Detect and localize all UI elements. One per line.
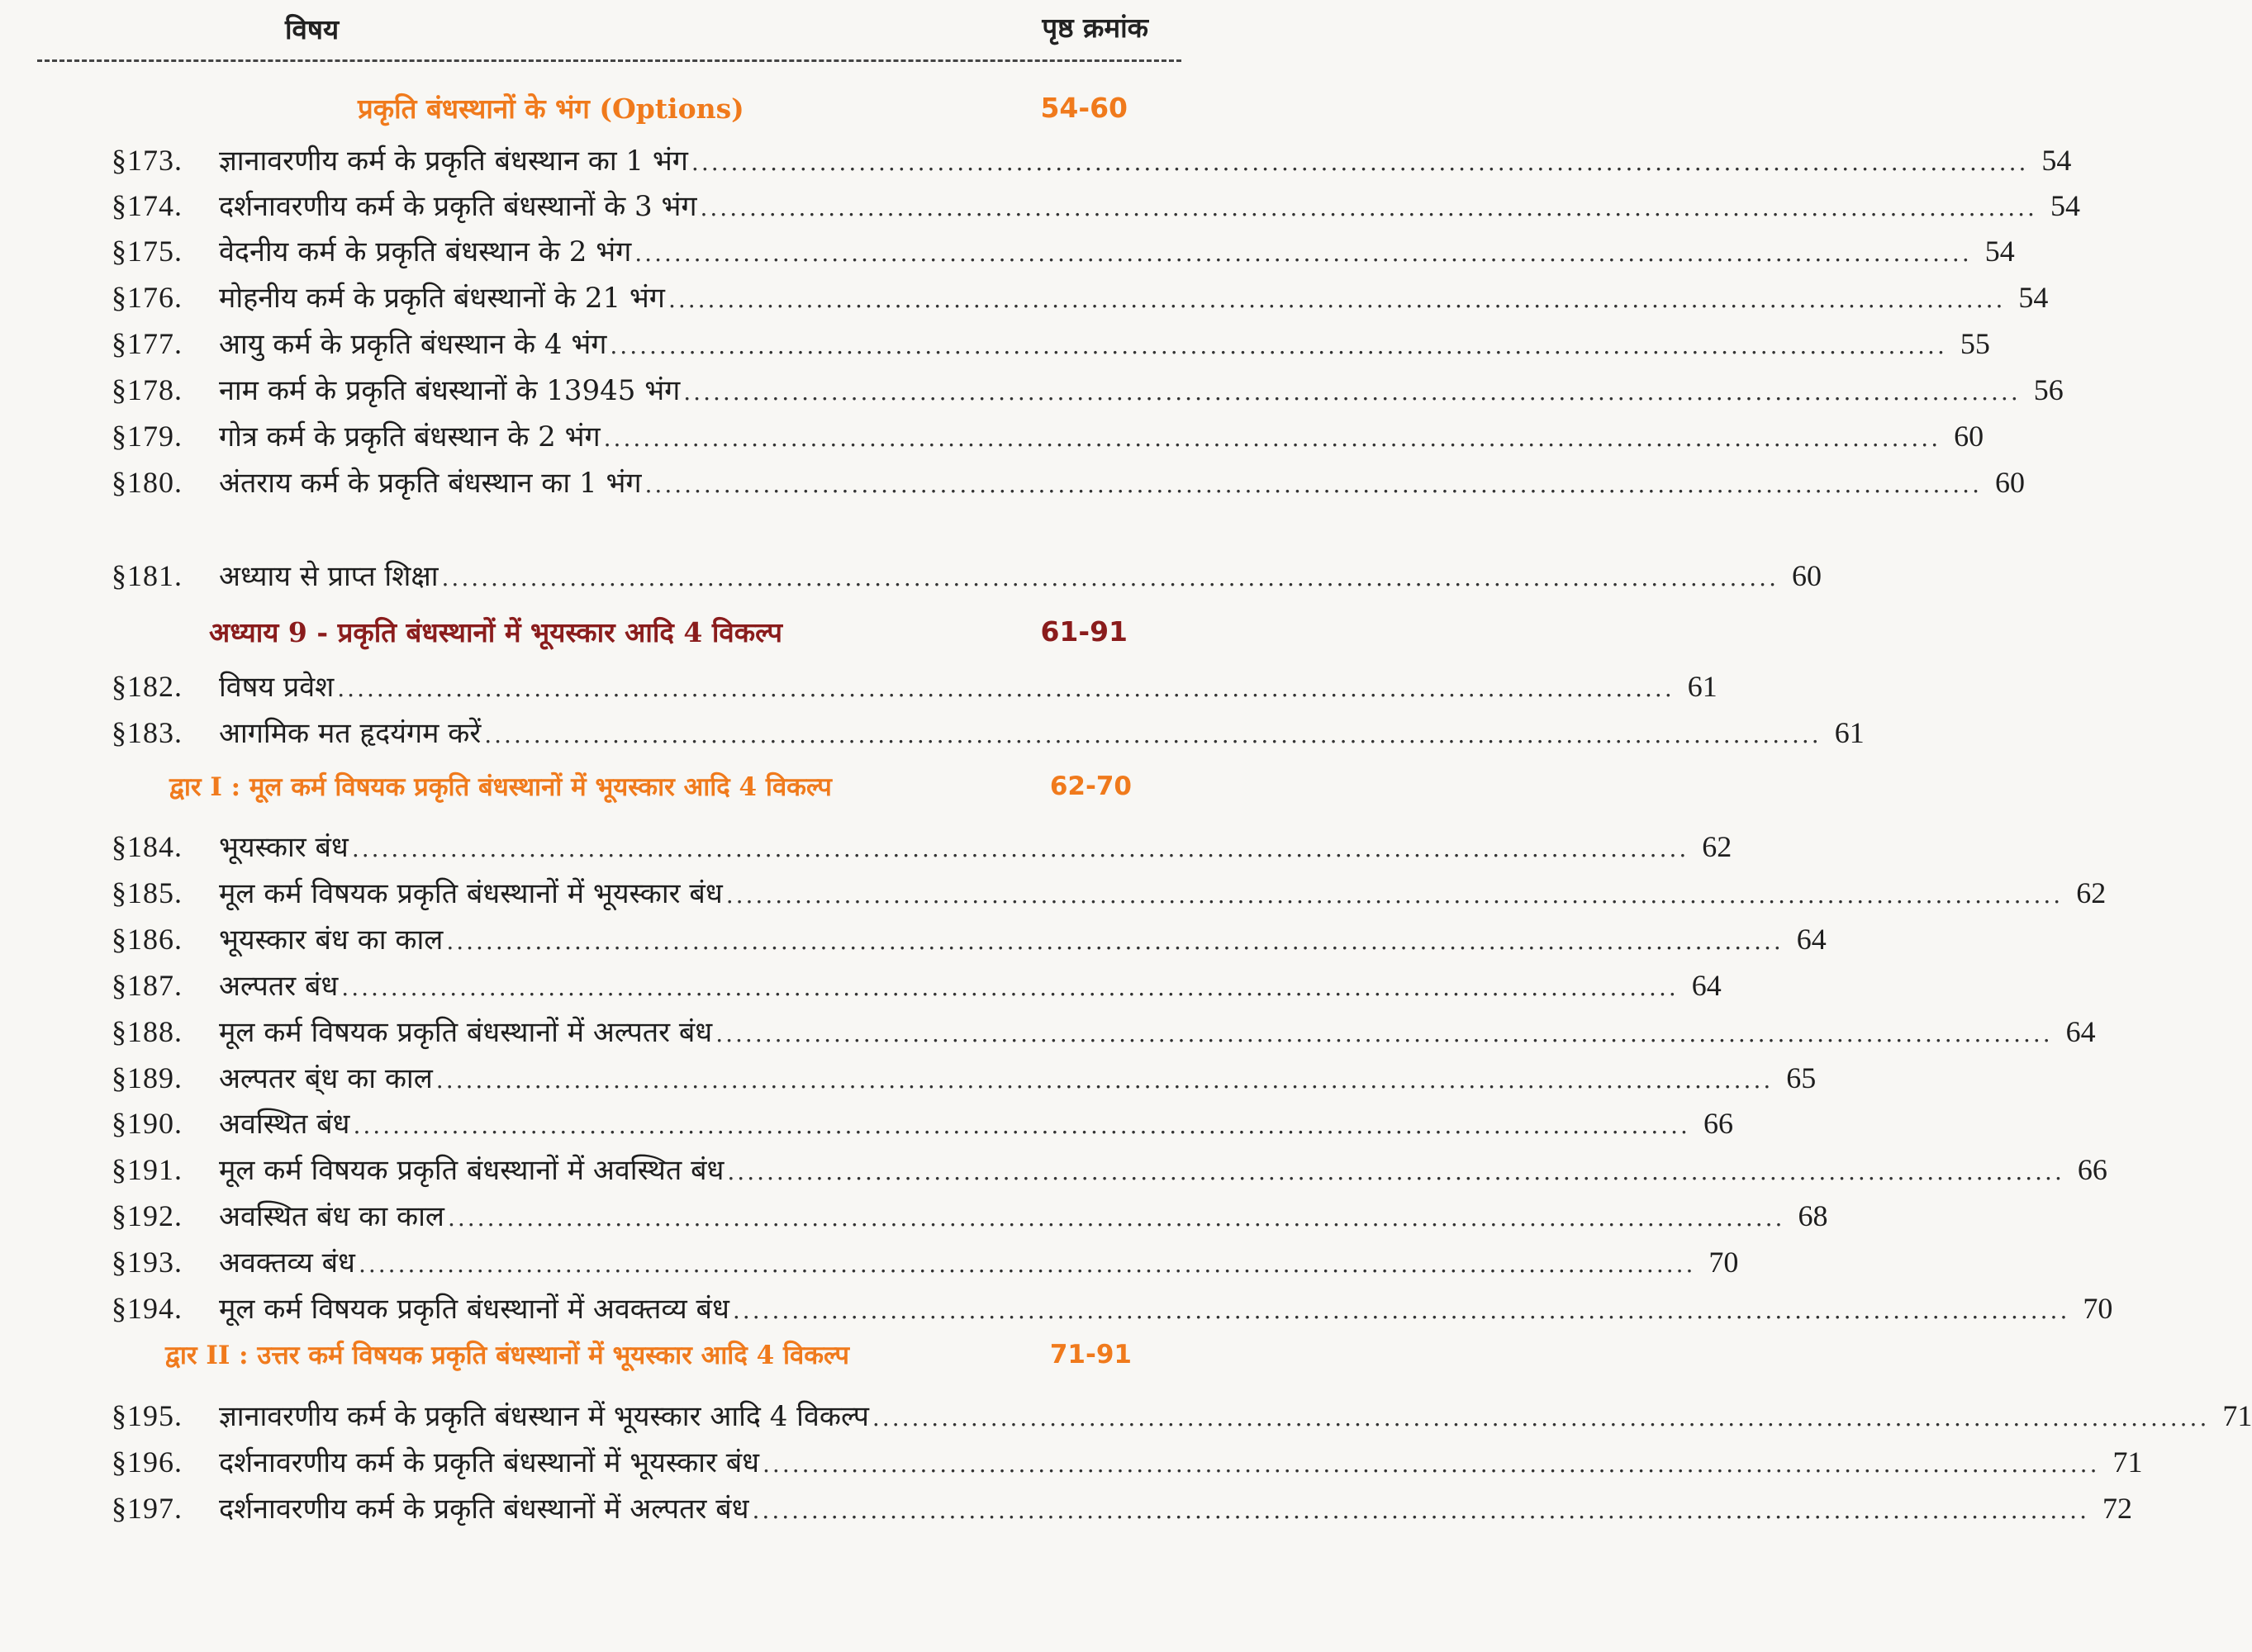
toc-entry-193[interactable]: [112, 1242, 1739, 1285]
subject-column-label: विषय: [285, 13, 340, 45]
entry-number: §194.: [112, 1292, 183, 1325]
entry-number: §188.: [112, 1015, 183, 1048]
entry-title: अध्याय से प्राप्त शिक्षा: [219, 560, 439, 593]
entry-title: दर्शनावरणीय कर्म के प्रकृति बंधस्थानों के 3 भंग: [219, 190, 697, 223]
dot-leader: ........................................................................................................................................: [441, 564, 1779, 591]
entry-title: मूल कर्म विषयक प्रकृति बंधस्थानों में भूयस्कार बंध: [219, 877, 723, 910]
entry-title: अल्पतर ब्ंध का काल: [219, 1062, 433, 1095]
entry-page: 64: [1691, 969, 1722, 1002]
entry-title: अवस्थित बंध: [219, 1108, 350, 1141]
dot-leader: ........................................................................................................................................: [337, 675, 1675, 702]
entry-page: 66: [1703, 1107, 1733, 1140]
dot-leader: ........................................................................................................................................: [435, 1066, 1774, 1094]
section-page-range: 71-91: [1049, 1340, 1132, 1370]
toc-entry-196[interactable]: [112, 1442, 2143, 1485]
entry-number: §191.: [112, 1153, 183, 1186]
chapter-heading-9: [209, 611, 1128, 651]
dot-leader: ........................................................................................................................................: [752, 1497, 2089, 1524]
dot-leader: ........................................................................................................................................: [872, 1404, 2210, 1431]
entry-title: दर्शनावरणीय कर्म के प्रकृति बंधस्थानों में अल्पतर बंध: [219, 1493, 749, 1526]
section-page-range: 62-70: [1049, 771, 1132, 801]
entry-page: 60: [1954, 420, 1984, 453]
entry-number: §192.: [112, 1199, 183, 1232]
entry-title: वेदनीय कर्म के प्रकृति बंधस्थान के 2 भंग: [219, 235, 632, 268]
dot-leader: ........................................................................................................................................: [732, 1297, 2070, 1324]
entry-number: §182.: [112, 670, 183, 703]
toc-entry-194[interactable]: [112, 1289, 2113, 1332]
dot-leader: ........................................................................................................................................: [484, 721, 1822, 748]
entry-number: §177.: [112, 327, 183, 360]
entry-number: §173.: [112, 144, 183, 177]
dot-leader: ........................................................................................................................................: [691, 149, 2029, 176]
entry-title: अल्पतर बंध: [219, 970, 339, 1003]
section-heading-dwar-1: [169, 767, 1132, 806]
toc-entry-188[interactable]: [112, 1012, 2096, 1055]
entry-page: 64: [2065, 1015, 2096, 1048]
entry-title: अंतराय कर्म के प्रकृति बंधस्थान का 1 भंग: [219, 467, 642, 500]
chapter-title: अध्याय 9 - प्रकृति बंधस्थानों में भूयस्कार आदि 4 विकल्प: [209, 615, 782, 648]
entry-page: 64: [1796, 923, 1827, 956]
toc-entry-177[interactable]: [112, 324, 1990, 367]
toc-entry-189[interactable]: [112, 1058, 1817, 1101]
toc-entry-174[interactable]: [112, 186, 2080, 229]
entry-number: §190.: [112, 1107, 183, 1140]
toc-entry-190[interactable]: [112, 1104, 1733, 1146]
entry-number: §186.: [112, 923, 183, 956]
entry-page: 54: [2050, 189, 2080, 222]
toc-entry-197[interactable]: [112, 1488, 2132, 1531]
entry-number: §181.: [112, 559, 183, 592]
entry-title: मूल कर्म विषयक प्रकृति बंधस्थानों में अवस्थित बंध: [219, 1154, 725, 1187]
toc-header: [0, 0, 1239, 51]
dot-leader: ........................................................................................................................................: [351, 835, 1689, 862]
dashed-divider: [37, 59, 1181, 62]
toc-entry-175[interactable]: [112, 231, 2015, 274]
entry-page: 70: [1708, 1246, 1739, 1279]
toc-entry-195[interactable]: [112, 1396, 2252, 1439]
dot-leader: ........................................................................................................................................: [725, 881, 2064, 909]
section-heading-dwar-2: [165, 1335, 1132, 1374]
toc-entry-180[interactable]: [112, 463, 2025, 506]
entry-title: आगमिक मत हृदयंगम करें: [219, 717, 482, 750]
entry-page: 54: [1984, 235, 2015, 268]
toc-entry-184[interactable]: [112, 827, 1732, 870]
toc-entry-181[interactable]: [112, 556, 1822, 599]
entry-number: §185.: [112, 876, 183, 909]
toc-entry-192[interactable]: [112, 1196, 1828, 1239]
toc-entry-185[interactable]: [112, 873, 2107, 916]
entry-page: 62: [2076, 876, 2107, 909]
section-title: द्वार II : उत्तर कर्म विषयक प्रकृति बंधस्थानों में भूयस्कार आदि 4 विकल्प: [165, 1341, 849, 1370]
entry-page: 71: [2112, 1446, 2143, 1479]
toc-entry-182[interactable]: [112, 667, 1718, 710]
entry-number: §183.: [112, 716, 183, 749]
entry-title: ज्ञानावरणीय कर्म के प्रकृति बंधस्थान में भूयस्कार आदि 4 विकल्प: [219, 1400, 869, 1433]
section-title: द्वार I : मूल कर्म विषयक प्रकृति बंधस्थानों में भूयस्कार आदि 4 विकल्प: [169, 772, 832, 802]
toc-entry-191[interactable]: [112, 1150, 2107, 1193]
entry-number: §175.: [112, 235, 183, 268]
entry-page: 60: [1791, 559, 1822, 592]
entry-page: 70: [2083, 1292, 2113, 1325]
entry-number: §176.: [112, 281, 183, 314]
entry-page: 62: [1702, 830, 1732, 863]
entry-page: 60: [1994, 466, 2025, 499]
entry-page: 71: [2222, 1399, 2252, 1432]
dot-leader: ........................................................................................................................................: [341, 974, 1679, 1001]
entry-number: §174.: [112, 189, 183, 222]
entry-number: §178.: [112, 373, 183, 406]
entry-number: §184.: [112, 830, 183, 863]
entry-title: भूयस्कार बंध: [219, 831, 349, 864]
toc-entry-183[interactable]: [112, 713, 1865, 756]
entry-title: दर्शनावरणीय कर्म के प्रकृति बंधस्थानों में भूयस्कार बंध: [219, 1446, 760, 1479]
entry-number: §180.: [112, 466, 183, 499]
toc-entry-179[interactable]: [112, 416, 1984, 459]
dot-leader: ........................................................................................................................................: [603, 425, 1941, 452]
entry-page: 55: [1960, 327, 1990, 360]
entry-title: गोत्र कर्म के प्रकृति बंधस्थान के 2 भंग: [219, 420, 601, 453]
entry-number: §179.: [112, 420, 183, 453]
toc-entry-178[interactable]: [112, 370, 2064, 413]
toc-entry-187[interactable]: [112, 966, 1722, 1009]
dot-leader: ........................................................................................................................................: [644, 471, 1982, 498]
toc-entry-173[interactable]: [112, 140, 2072, 183]
dot-leader: ........................................................................................................................................: [763, 1450, 2100, 1478]
entry-title: अवस्थित बंध का काल: [219, 1200, 444, 1233]
entry-page: 56: [2033, 373, 2064, 406]
dot-leader: ........................................................................................................................................: [353, 1112, 1690, 1139]
entry-page: 68: [1798, 1199, 1828, 1232]
entry-title: विषय प्रवेश: [219, 671, 335, 704]
dot-leader: ........................................................................................................................................: [700, 194, 2037, 221]
dot-leader: ........................................................................................................................................: [610, 332, 1947, 359]
entry-number: §196.: [112, 1446, 183, 1479]
dot-leader: ........................................................................................................................................: [668, 286, 2006, 313]
entry-page: 54: [2041, 144, 2072, 177]
entry-title: मोहनीय कर्म के प्रकृति बंधस्थानों के 21 भंग: [219, 282, 665, 315]
entry-number: §187.: [112, 969, 183, 1002]
entry-title: अवक्तव्य बंध: [219, 1246, 355, 1279]
entry-title: मूल कर्म विषयक प्रकृति बंधस्थानों में अल्पतर बंध: [219, 1016, 713, 1049]
entry-number: §197.: [112, 1492, 183, 1525]
toc-entry-186[interactable]: [112, 919, 1827, 962]
dot-leader: ........................................................................................................................................: [358, 1251, 1696, 1278]
entry-page: 61: [1687, 670, 1718, 703]
entry-page: 66: [2077, 1153, 2107, 1186]
dot-leader: ........................................................................................................................................: [683, 378, 2021, 406]
entry-page: 61: [1834, 716, 1865, 749]
entry-title: आयु कर्म के प्रकृति बंधस्थान के 4 भंग: [219, 328, 607, 361]
dot-leader: ........................................................................................................................................: [727, 1158, 2064, 1185]
entry-page: 54: [2018, 281, 2049, 314]
section-title: प्रकृति बंधस्थानों के भंग (Options): [358, 92, 744, 125]
entry-page: 72: [2102, 1492, 2132, 1525]
entry-title: भूयस्कार बंध का काल: [219, 923, 444, 957]
entry-title: ज्ञानावरणीय कर्म के प्रकृति बंधस्थान का 1 भंग: [219, 145, 688, 178]
entry-page: 65: [1786, 1061, 1817, 1094]
dot-leader: ........................................................................................................................................: [715, 1020, 2053, 1047]
entry-number: §193.: [112, 1246, 183, 1279]
page-number-column-label: पृष्ठ क्रमांक: [1042, 12, 1148, 44]
toc-entry-176[interactable]: [112, 278, 2049, 320]
entry-title: नाम कर्म के प्रकृति बंधस्थानों के 13945 भंग: [219, 374, 681, 407]
entry-number: §195.: [112, 1399, 183, 1432]
chapter-page-range: 61-91: [1040, 615, 1128, 648]
section-heading-options: [358, 88, 1128, 127]
section-page-range: 54-60: [1040, 91, 1128, 124]
dot-leader: ........................................................................................................................................: [634, 240, 1972, 267]
entry-title: मूल कर्म विषयक प्रकृति बंधस्थानों में अवक्तव्य बंध: [219, 1293, 729, 1326]
dot-leader: ........................................................................................................................................: [447, 1204, 1785, 1232]
entry-number: §189.: [112, 1061, 183, 1094]
dot-leader: ........................................................................................................................................: [446, 928, 1784, 955]
